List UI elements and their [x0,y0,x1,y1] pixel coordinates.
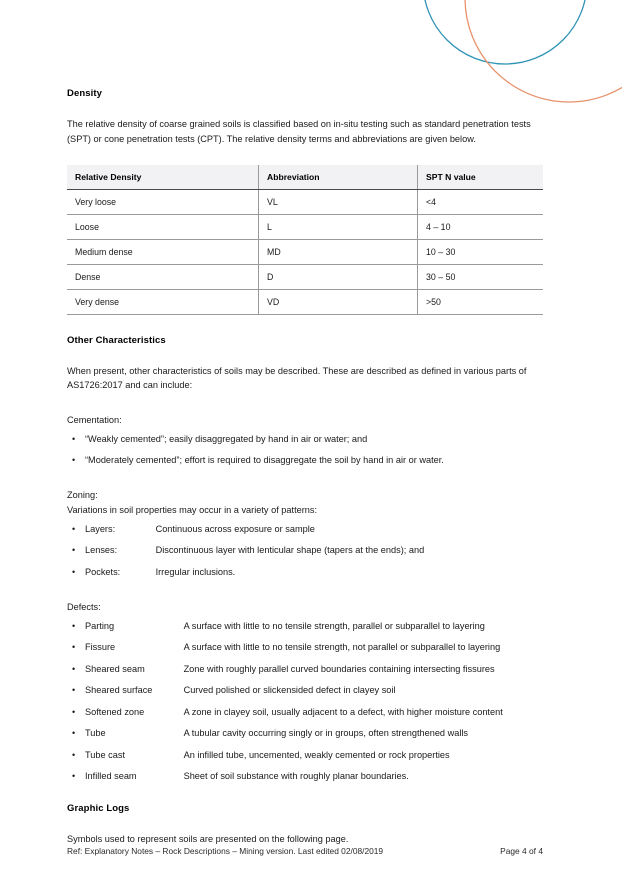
list-item [67,565,543,579]
table-row [67,214,543,239]
cell-abbreviation: VL [259,189,418,214]
heading-other-characteristics: Other Characteristics [67,334,166,346]
list-item-term: Sheared surface [85,685,153,696]
bullet-icon: • [72,454,76,465]
list-item [67,769,543,783]
list-item-term: Fissure [85,642,116,653]
list-item-term: Parting [85,620,115,631]
list-item-description: Zone with roughly parallel curved boundaries containing intersecting fissures [183,663,495,674]
table-header-spt-n-value: SPT N value [418,165,544,190]
list-item-description: Irregular inclusions. [155,566,236,577]
decorative-circle-blue [423,0,587,64]
bullet-icon: • [72,545,76,556]
list-item [67,748,543,762]
decorative-circle-orange [465,0,622,102]
list-item-term: Infilled seam [85,771,137,782]
list-item [67,726,543,740]
list-item-term: Sheared seam [85,663,145,674]
table-row [67,239,543,264]
footer-reference: Ref: Explanatory Notes – Rock Descriptions – Mining version. Last edited 02/08/2019 [67,846,384,856]
list-item-text: “Moderately cemented”; effort is required to disaggregate the soil by hand in air or water. [85,454,444,465]
label-cementation: Cementation: [67,415,122,426]
cell-relative-density: Very dense [67,289,259,314]
list-item-description: Curved polished or slickensided defect in clayey soil [183,685,396,696]
table-row [67,189,543,214]
document-content [67,88,543,847]
bullet-icon: • [72,433,76,444]
heading-graphic-logs: Graphic Logs [67,802,130,814]
bullet-icon: • [72,642,76,653]
cell-abbreviation: VD [259,289,418,314]
list-item-description: A surface with little to no tensile strength, not parallel or subparallel to layering [183,642,501,653]
cell-spt-n-value: 10 – 30 [418,239,544,264]
list-item-term: Tube [85,728,106,739]
list-item-term: Lenses: [85,545,118,556]
list-item [67,705,543,719]
label-zoning: Zoning: [67,489,98,500]
cell-abbreviation: L [259,214,418,239]
defects-list [67,619,543,784]
list-item [67,640,543,654]
list-item [67,432,543,446]
list-item-term: Tube cast [85,749,126,760]
bullet-icon: • [72,728,76,739]
list-item-description: Sheet of soil substance with roughly planar boundaries. [183,771,409,782]
cell-spt-n-value: 30 – 50 [418,264,544,289]
list-item-term: Pockets: [85,566,121,577]
list-item-description: A surface with little to no tensile strength, parallel or subparallel to layering [183,620,485,631]
list-item [67,619,543,633]
paragraph-density: The relative density of coarse grained soils is classified based on in-situ testing such as standard penetration tests (SPT) or cone penetration tests (CPT). The relative density terms and abbreviations are given below. [67,119,531,144]
list-item [67,453,543,467]
table-header-row [67,165,543,190]
list-item [67,662,543,676]
label-defects: Defects: [67,602,101,613]
list-item-description: Discontinuous layer with lenticular shape (tapers at the ends); and [155,545,425,556]
cell-relative-density: Medium dense [67,239,259,264]
paragraph-other-characteristics: When present, other characteristics of soils may be described. These are described as defined in various parts of AS1726:2017 and can include: [67,365,527,391]
list-item-text: “Weakly cemented”; easily disaggregated by hand in air or water; and [85,433,368,444]
bullet-icon: • [72,685,76,696]
paragraph-graphic-logs: Symbols used to represent soils are presented on the following page. [67,833,349,844]
zoning-list [67,522,543,579]
list-item-description: Continuous across exposure or sample [155,523,315,534]
bullet-icon: • [72,706,76,717]
table-row [67,289,543,314]
bullet-icon: • [72,620,76,631]
cell-relative-density: Dense [67,264,259,289]
density-table [67,165,543,315]
table-header-relative-density: Relative Density [67,165,259,190]
list-item-term: Softened zone [85,706,145,717]
list-item-description: A tubular cavity occurring singly or in groups, often strengthened walls [183,728,469,739]
cementation-list [67,432,543,467]
paragraph-zoning-intro: Variations in soil properties may occur in a variety of patterns: [67,504,318,515]
cell-spt-n-value: 4 – 10 [418,214,544,239]
cell-abbreviation: MD [259,239,418,264]
cell-relative-density: Loose [67,214,259,239]
list-item-term: Layers: [85,523,116,534]
bullet-icon: • [72,771,76,782]
cell-abbreviation: D [259,264,418,289]
list-item [67,522,543,536]
cell-spt-n-value: >50 [418,289,544,314]
bullet-icon: • [72,749,76,760]
footer-page-number: Page 4 of 4 [500,846,543,856]
bullet-icon: • [72,523,76,534]
cell-spt-n-value: <4 [418,189,544,214]
heading-density: Density [67,88,103,99]
bullet-icon: • [72,566,76,577]
list-item-description: An infilled tube, uncemented, weakly cemented or rock properties [183,749,450,760]
bullet-icon: • [72,663,76,674]
table-header-abbreviation: Abbreviation [259,165,418,190]
list-item-description: A zone in clayey soil, usually adjacent to a defect, with higher moisture content [183,706,503,717]
cell-relative-density: Very loose [67,189,259,214]
page-footer [67,846,543,856]
list-item [67,543,543,557]
list-item [67,683,543,697]
table-row [67,264,543,289]
